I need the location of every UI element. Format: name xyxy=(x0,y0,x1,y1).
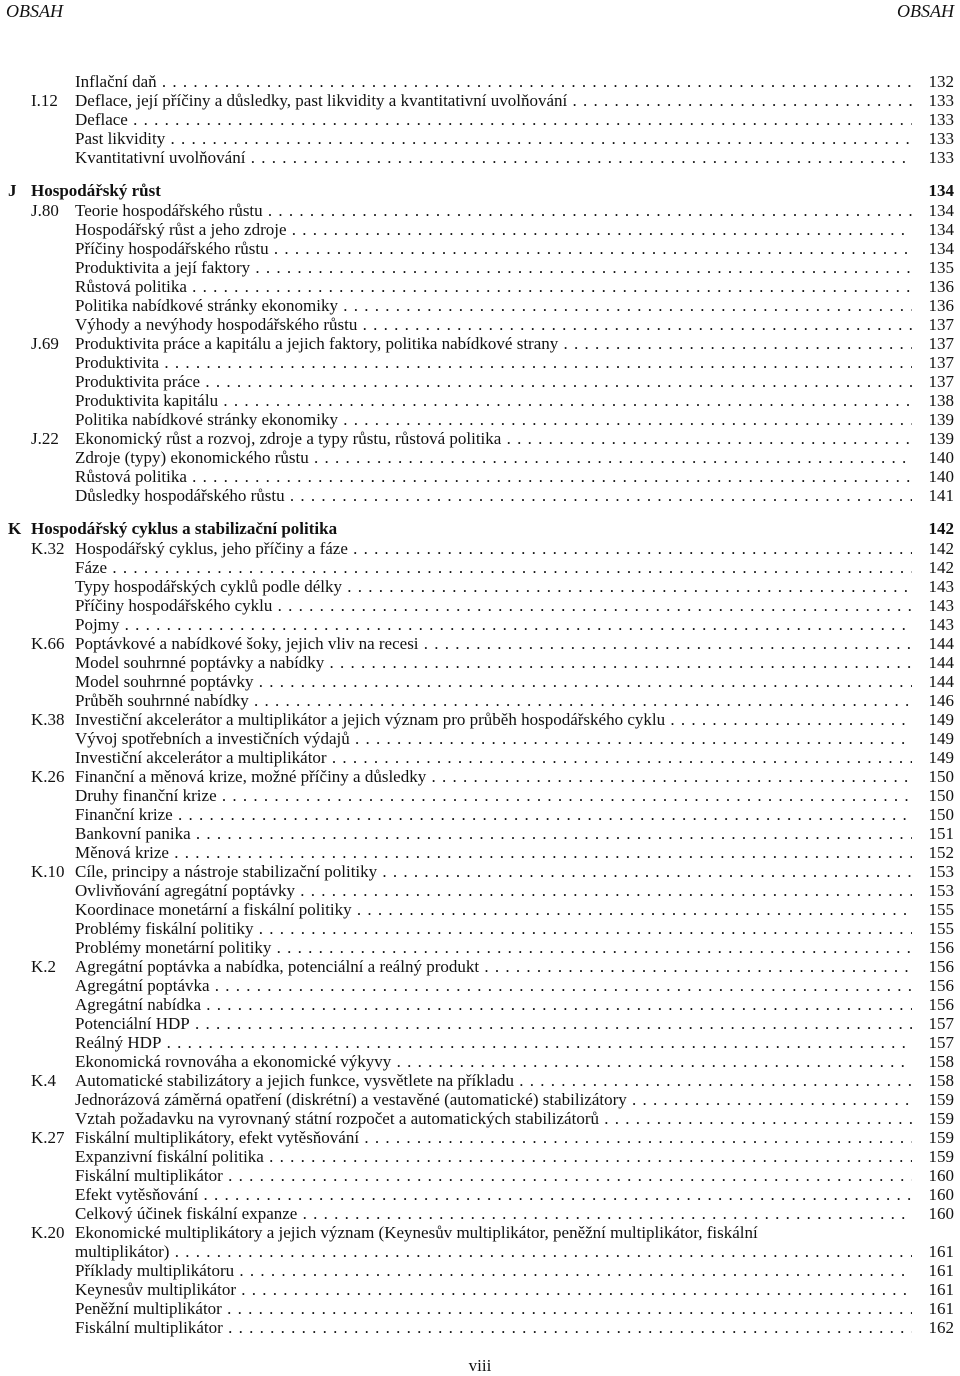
section-title: Cíle, principy a nástroje stabilizační politiky . . . xyxy=(75,862,912,881)
subsection-title: Ovlivňování agregátní poptávky . . . xyxy=(75,881,912,900)
toc-subsection xyxy=(0,448,960,467)
toc-subsection xyxy=(0,1299,960,1318)
page-number: 140 xyxy=(928,448,954,467)
page-number: 156 xyxy=(928,976,954,995)
subsection-title: Příčiny hospodářského cyklu . . . xyxy=(75,596,912,615)
section-title: Investiční akcelerátor a multiplikátor a jejich význam pro průběh hospodářského cyklu . . . xyxy=(75,710,912,729)
subsection-title: Keynesův multiplikátor . . . xyxy=(75,1280,912,1299)
subsection-title: Produktivita a její faktory . . . xyxy=(75,258,912,277)
toc-subsection xyxy=(0,900,960,919)
page-number: 157 xyxy=(928,1033,954,1052)
page-number: 136 xyxy=(928,296,954,315)
section-number: J.22 xyxy=(31,429,59,448)
toc-subsection xyxy=(0,1014,960,1033)
page-number: 153 xyxy=(928,862,954,881)
toc-subsection xyxy=(0,729,960,748)
toc-subsection xyxy=(0,220,960,239)
subsection-title: Potenciální HDP . . . xyxy=(75,1014,912,1033)
toc-section xyxy=(0,334,960,353)
toc-section xyxy=(0,1071,960,1090)
page-number: 133 xyxy=(928,129,954,148)
page-number: 149 xyxy=(928,710,954,729)
page-number: 138 xyxy=(928,391,954,410)
page-number: 144 xyxy=(928,634,954,653)
page-number: 150 xyxy=(928,767,954,786)
section-title: Ekonomické multiplikátory a jejich význam (Keynesův multiplikátor, peněžní multiplikátor, fiskální xyxy=(75,1223,758,1242)
subsection-title: Efekt vytěsňování . . . xyxy=(75,1185,912,1204)
section-title: Hospodářský cyklus, jeho příčiny a fáze . . . xyxy=(75,539,912,558)
subsection-title: Produktivita . . . xyxy=(75,353,912,372)
page-number: 137 xyxy=(928,315,954,334)
subsection-title: Kvantitativní uvolňování . . . xyxy=(75,148,912,167)
toc-subsection xyxy=(0,919,960,938)
subsection-title: Expanzivní fiskální politika . . . xyxy=(75,1147,912,1166)
subsection-title: Investiční akcelerátor a multiplikátor . . . xyxy=(75,748,912,767)
page-number: 144 xyxy=(928,672,954,691)
page-number: 143 xyxy=(928,615,954,634)
subsection-title: Jednorázová záměrná opatření (diskrétní) a vestavěné (automatické) stabilizátory . . . xyxy=(75,1090,912,1109)
toc-section-continued xyxy=(0,1242,960,1261)
page-number: 134 xyxy=(928,201,954,220)
page-number: 136 xyxy=(928,277,954,296)
section-number: K.10 xyxy=(31,862,65,881)
subsection-title: Fiskální multiplikátor . . . xyxy=(75,1166,912,1185)
page-number: 159 xyxy=(928,1147,954,1166)
subsection-title: Inflační daň . . . xyxy=(75,72,912,91)
running-header-left: OBSAH xyxy=(6,1,63,21)
toc-subsection xyxy=(0,258,960,277)
section-number: K.32 xyxy=(31,539,65,558)
subsection-title: Výhody a nevýhody hospodářského růstu . . . xyxy=(75,315,912,334)
toc-subsection xyxy=(0,786,960,805)
toc-subsection xyxy=(0,653,960,672)
running-header xyxy=(0,0,960,26)
subsection-title: Příklady multiplikátoru . . . xyxy=(75,1261,912,1280)
toc-section xyxy=(0,862,960,881)
toc-section xyxy=(0,539,960,558)
subsection-title: Měnová krize . . . xyxy=(75,843,912,862)
page-number: 137 xyxy=(928,372,954,391)
running-header-right: OBSAH xyxy=(897,1,954,21)
toc-subsection xyxy=(0,1109,960,1128)
subsection-title: Typy hospodářských cyklů podle délky . . . xyxy=(75,577,912,596)
toc-subsection xyxy=(0,129,960,148)
page-number: 161 xyxy=(928,1261,954,1280)
page-number: 137 xyxy=(928,334,954,353)
page-number: 156 xyxy=(928,957,954,976)
page-number: 161 xyxy=(928,1242,954,1261)
subsection-title: Vývoj spotřebních a investičních výdajů . . . xyxy=(75,729,912,748)
toc-section xyxy=(0,767,960,786)
page-number: 149 xyxy=(928,729,954,748)
subsection-title: Důsledky hospodářského růstu . . . xyxy=(75,486,912,505)
subsection-title: Produktivita kapitálu . . . xyxy=(75,391,912,410)
toc-subsection xyxy=(0,995,960,1014)
toc-subsection xyxy=(0,410,960,429)
page-number: 155 xyxy=(928,900,954,919)
section-title: Poptávkové a nabídkové šoky, jejich vliv na recesi . . . xyxy=(75,634,912,653)
page-number: 156 xyxy=(928,938,954,957)
page-number: 158 xyxy=(928,1071,954,1090)
toc-subsection xyxy=(0,1185,960,1204)
subsection-title: Fiskální multiplikátor . . . xyxy=(75,1318,912,1337)
page-number: 143 xyxy=(928,596,954,615)
toc-section xyxy=(0,201,960,220)
toc-subsection xyxy=(0,296,960,315)
toc-subsection xyxy=(0,1033,960,1052)
toc-subsection xyxy=(0,691,960,710)
toc-subsection xyxy=(0,577,960,596)
toc-subsection xyxy=(0,1166,960,1185)
toc-section xyxy=(0,710,960,729)
toc-subsection xyxy=(0,239,960,258)
subsection-title: Problémy fiskální politiky . . . xyxy=(75,919,912,938)
page-number: 160 xyxy=(928,1204,954,1223)
page-number: 161 xyxy=(928,1280,954,1299)
page-number: 149 xyxy=(928,748,954,767)
section-title: Teorie hospodářského růstu . . . xyxy=(75,201,912,220)
toc-section xyxy=(0,957,960,976)
toc-subsection xyxy=(0,391,960,410)
section-title-continued: multiplikátor) . . . xyxy=(75,1242,912,1261)
toc-subsection xyxy=(0,372,960,391)
toc-subsection xyxy=(0,1090,960,1109)
chapter-letter: J xyxy=(8,181,17,200)
page-number: 158 xyxy=(928,1052,954,1071)
page-number: 144 xyxy=(928,653,954,672)
section-number: I.12 xyxy=(31,91,58,110)
section-title: Fiskální multiplikátory, efekt vytěsňování . . . xyxy=(75,1128,912,1147)
section-number: K.2 xyxy=(31,957,57,976)
toc-subsection xyxy=(0,353,960,372)
section-title: Produktivita práce a kapitálu a jejich faktory, politika nabídkové strany . . . xyxy=(75,334,912,353)
subsection-title: Peněžní multiplikátor . . . xyxy=(75,1299,912,1318)
page-number: 140 xyxy=(928,467,954,486)
subsection-title: Politika nabídkové stránky ekonomiky . . . xyxy=(75,296,912,315)
table-of-contents xyxy=(0,72,960,1337)
toc-subsection xyxy=(0,1261,960,1280)
subsection-title: Problémy monetární politiky . . . xyxy=(75,938,912,957)
toc-section xyxy=(0,91,960,110)
toc-subsection xyxy=(0,672,960,691)
toc-subsection xyxy=(0,1318,960,1337)
toc-subsection xyxy=(0,596,960,615)
section-title: Agregátní poptávka a nabídka, potenciální a reálný produkt . . . xyxy=(75,957,912,976)
page-number: 134 xyxy=(928,181,954,200)
subsection-title: Druhy finanční krize . . . xyxy=(75,786,912,805)
toc-subsection xyxy=(0,615,960,634)
toc-subsection xyxy=(0,486,960,505)
section-number: K.27 xyxy=(31,1128,65,1147)
toc-subsection xyxy=(0,881,960,900)
toc-subsection xyxy=(0,805,960,824)
page-number: 132 xyxy=(928,72,954,91)
page-number: 162 xyxy=(928,1318,954,1337)
page-number: 141 xyxy=(928,486,954,505)
page-number: 160 xyxy=(928,1166,954,1185)
section-number: K.20 xyxy=(31,1223,65,1242)
toc-subsection xyxy=(0,72,960,91)
page-number: 153 xyxy=(928,881,954,900)
section-number: J.80 xyxy=(31,201,59,220)
page-number: 142 xyxy=(928,519,954,538)
subsection-title: Agregátní nabídka . . . xyxy=(75,995,912,1014)
subsection-title: Model souhrnné poptávky . . . xyxy=(75,672,912,691)
toc-subsection xyxy=(0,1280,960,1299)
subsection-title: Vztah požadavku na vyrovnaný státní rozpočet a automatických stabilizátorů . . . xyxy=(75,1109,912,1128)
page-number: 146 xyxy=(928,691,954,710)
subsection-title: Hospodářský růst a jeho zdroje . . . xyxy=(75,220,912,239)
subsection-title: Zdroje (typy) ekonomického růstu . . . xyxy=(75,448,912,467)
page-number: 142 xyxy=(928,539,954,558)
page-number: 150 xyxy=(928,786,954,805)
subsection-title: Finanční krize . . . xyxy=(75,805,912,824)
subsection-title: Politika nabídkové stránky ekonomiky . . . xyxy=(75,410,912,429)
page-number: 133 xyxy=(928,110,954,129)
subsection-title: Celkový účinek fiskální expanze . . . xyxy=(75,1204,912,1223)
toc-subsection xyxy=(0,1052,960,1071)
toc-subsection xyxy=(0,467,960,486)
subsection-title: Fáze . . . xyxy=(75,558,912,577)
subsection-title: Koordinace monetární a fiskální politiky . . . xyxy=(75,900,912,919)
subsection-title: Agregátní poptávka . . . xyxy=(75,976,912,995)
page-number: 159 xyxy=(928,1128,954,1147)
section-title: Deflace, její příčiny a důsledky, past likvidity a kvantitativní uvolňování . . . xyxy=(75,91,912,110)
page-number: 134 xyxy=(928,220,954,239)
page-number: 156 xyxy=(928,995,954,1014)
subsection-title: Růstová politika . . . xyxy=(75,277,912,296)
toc-subsection xyxy=(0,1204,960,1223)
page-number: 150 xyxy=(928,805,954,824)
section-number: J.69 xyxy=(31,334,59,353)
section-title: Automatické stabilizátory a jejich funkce, vysvětlete na příkladu . . . xyxy=(75,1071,912,1090)
page-number: viii xyxy=(468,1356,492,1375)
subsection-title: Model souhrnné poptávky a nabídky . . . xyxy=(75,653,912,672)
page-number: 161 xyxy=(928,1299,954,1318)
subsection-title: Produktivita práce . . . xyxy=(75,372,912,391)
page-number: 155 xyxy=(928,919,954,938)
page-number: 133 xyxy=(928,91,954,110)
toc-subsection xyxy=(0,315,960,334)
subsection-title: Pojmy . . . xyxy=(75,615,912,634)
toc-subsection xyxy=(0,843,960,862)
page-number: 137 xyxy=(928,353,954,372)
toc-subsection xyxy=(0,1147,960,1166)
toc-chapter xyxy=(0,519,960,539)
toc-subsection xyxy=(0,558,960,577)
toc-subsection xyxy=(0,938,960,957)
chapter-title: Hospodářský růst xyxy=(31,181,161,200)
toc-section xyxy=(0,634,960,653)
page-number: 134 xyxy=(928,239,954,258)
page-number: 159 xyxy=(928,1090,954,1109)
page-number: 135 xyxy=(928,258,954,277)
toc-subsection xyxy=(0,277,960,296)
subsection-title: Bankovní panika . . . xyxy=(75,824,912,843)
page-number: 157 xyxy=(928,1014,954,1033)
section-number: K.4 xyxy=(31,1071,57,1090)
toc-subsection xyxy=(0,824,960,843)
toc-subsection xyxy=(0,976,960,995)
section-title: Ekonomický růst a rozvoj, zdroje a typy růstu, růstová politika . . . xyxy=(75,429,912,448)
page-number: 142 xyxy=(928,558,954,577)
subsection-title: Průběh souhrnné nabídky . . . xyxy=(75,691,912,710)
page-number: 139 xyxy=(928,429,954,448)
page-number: 160 xyxy=(928,1185,954,1204)
subsection-title: Reálný HDP . . . xyxy=(75,1033,912,1052)
subsection-title: Past likvidity . . . xyxy=(75,129,912,148)
section-number: K.38 xyxy=(31,710,65,729)
subsection-title: Deflace . . . xyxy=(75,110,912,129)
section-number: K.66 xyxy=(31,634,65,653)
toc-subsection xyxy=(0,148,960,167)
section-number: K.26 xyxy=(31,767,65,786)
toc-section xyxy=(0,1223,960,1242)
toc-subsection xyxy=(0,748,960,767)
toc-section xyxy=(0,429,960,448)
chapter-letter: K xyxy=(8,519,22,538)
toc-section xyxy=(0,1128,960,1147)
subsection-title: Příčiny hospodářského růstu . . . xyxy=(75,239,912,258)
subsection-title: Ekonomická rovnováha a ekonomické výkyvy . . . xyxy=(75,1052,912,1071)
section-title: Finanční a měnová krize, možné příčiny a důsledky . . . xyxy=(75,767,912,786)
page-number: 143 xyxy=(928,577,954,596)
page-number: 152 xyxy=(928,843,954,862)
page-number: 139 xyxy=(928,410,954,429)
toc-chapter xyxy=(0,181,960,201)
chapter-title: Hospodářský cyklus a stabilizační politika xyxy=(31,519,338,538)
page-number: 151 xyxy=(928,824,954,843)
page-number: 133 xyxy=(928,148,954,167)
toc-subsection xyxy=(0,110,960,129)
page-number: 159 xyxy=(928,1109,954,1128)
subsection-title: Růstová politika . . . xyxy=(75,467,912,486)
